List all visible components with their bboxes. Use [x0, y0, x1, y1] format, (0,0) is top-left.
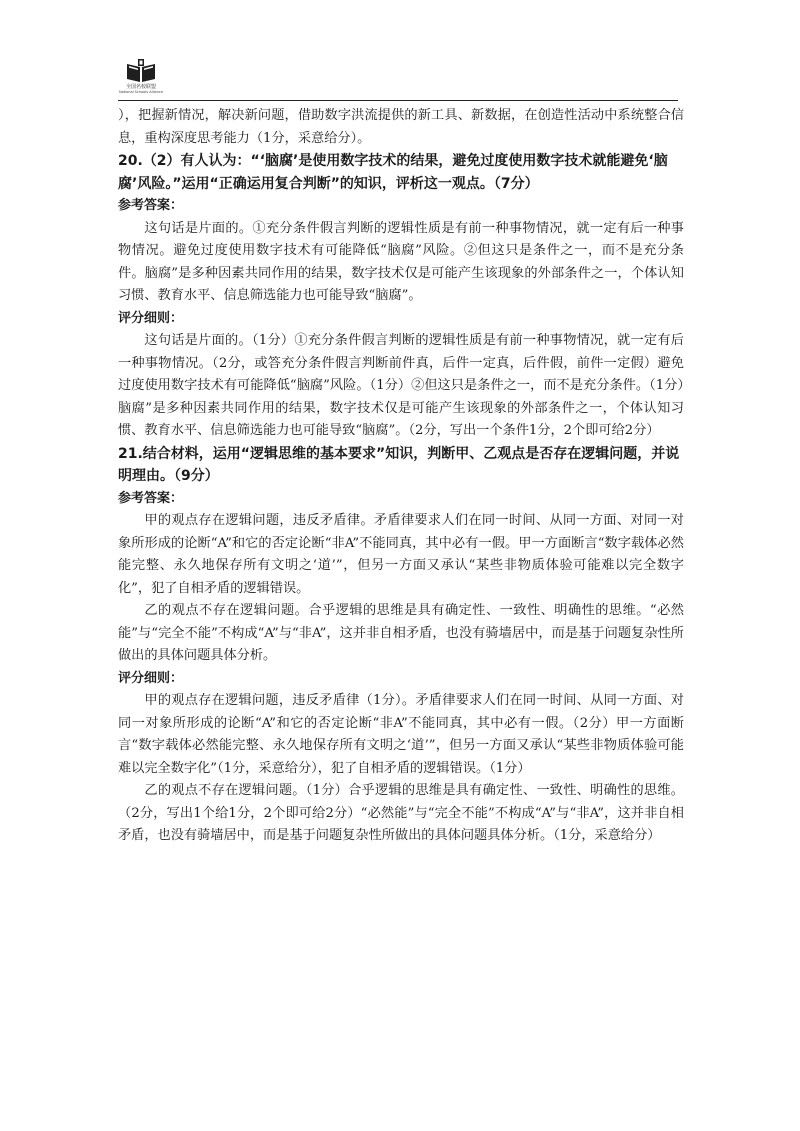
- book-logo-icon: [125, 58, 157, 84]
- logo-subtext: National Schools Alliance: [118, 90, 163, 94]
- logo-text: 全国名校联盟: [125, 84, 156, 90]
- reference-answer-heading: 参考答案：: [118, 490, 184, 506]
- answer-20-paragraph: 这句话是片面的。①充分条件假言判断的逻辑性质是有前一种事物情况，就一定有后一种事物情况。避免过度使用数字技术有可能降低“脑腐”风险。②但这只是条件之一，而不是充分条件。脑腐”是多种因素共同作用的结果，数字技术仅是可能产生该现象的外部条件之一，个体认知习惯、教育水平、信息筛选能力也可能导致“脑腐”。: [118, 220, 684, 303]
- page-header: [0, 0, 800, 104]
- scoring-21-yi-paragraph: 乙的观点不存在逻辑问题。（1分）合乎逻辑的思维是具有确定性、一致性、明确性的思维。（2分，写出1个给1分，2个即可给2分）“必然能”与“完全不能”不构成“A”与“非A”，这并非自相矛盾，也没有骑墙居中，而是基于问题复杂性所做出的具体问题具体分析。（1分，采意给分）: [118, 783, 684, 843]
- scoring-rules-heading: 评分细则：: [118, 670, 184, 686]
- header-rule: [118, 100, 678, 101]
- paragraph-continuation: ），把握新情况，解决新问题，借助数字洪流提供的新工具、新数据，在创造性活动中系统整合信息，重构深度思考能力（1分，采意给分）。: [118, 108, 684, 146]
- answer-21-yi-paragraph: 乙的观点不存在逻辑问题。合乎逻辑的思维是具有确定性、一致性、明确性的思维。“必然能”与“完全不能”不构成“A”与“非A”，这并非自相矛盾，也没有骑墙居中，而是基于问题复杂性所做出的具体问题具体分析。: [118, 603, 684, 663]
- scoring-21-jia-paragraph: 甲的观点存在逻辑问题，违反矛盾律（1分）。矛盾律要求人们在同一时间、从同一方面、对同一对象所形成的论断“A”和它的否定论断“非A”不能同真，其中必有一假。（2分）甲一方面断言“数字载体必然能完整、永久地保存所有文明之‘道’”，但另一方面又承认“某些非物质体验可能难以完全数字化”（1分，采意给分），犯了自相矛盾的逻辑错误。（1分）: [118, 693, 684, 776]
- question-20-2: 20.（2）有人认为：“‘脑腐’是使用数字技术的结果，避免过度使用数字技术就能避免‘脑腐’风险。”运用“正确运用复合判断”的知识，评析这一观点。（7分）: [118, 153, 668, 192]
- document-body: [118, 105, 684, 848]
- scoring-20-paragraph: 这句话是片面的。（1分）①充分条件假言判断的逻辑性质是有前一种事物情况，就一定有后一种事物情况。（2分，或答充分条件假言判断前件真，后件一定真，后件假，前件一定假）避免过度使用数字技术有可能降低“脑腐”风险。（1分）②但这只是条件之一，而不是充分条件。（1分）脑腐”是多种因素共同作用的结果，数字技术仅是可能产生该现象的外部条件之一，个体认知习惯、教育水平、信息筛选能力也可能导致“脑腐”。（2分，写出一个条件1分，2个即可给2分）: [118, 333, 684, 438]
- scoring-rules-heading: 评分细则：: [118, 310, 184, 326]
- question-21: 21.结合材料，运用“逻辑思维的基本要求”知识，判断甲、乙观点是否存在逻辑问题，并说明理由。（9分）: [118, 445, 680, 484]
- school-alliance-logo: [118, 58, 164, 98]
- answer-21-jia-paragraph: 甲的观点存在逻辑问题，违反矛盾律。矛盾律要求人们在同一时间、从同一方面、对同一对象所形成的论断“A”和它的否定论断“非A”不能同真，其中必有一假。甲一方面断言“数字载体必然能完整、永久地保存所有文明之‘道’”，但另一方面又承认“某些非物质体验可能难以完全数字化”，犯了自相矛盾的逻辑错误。: [118, 513, 684, 596]
- reference-answer-heading: 参考答案：: [118, 198, 184, 213]
